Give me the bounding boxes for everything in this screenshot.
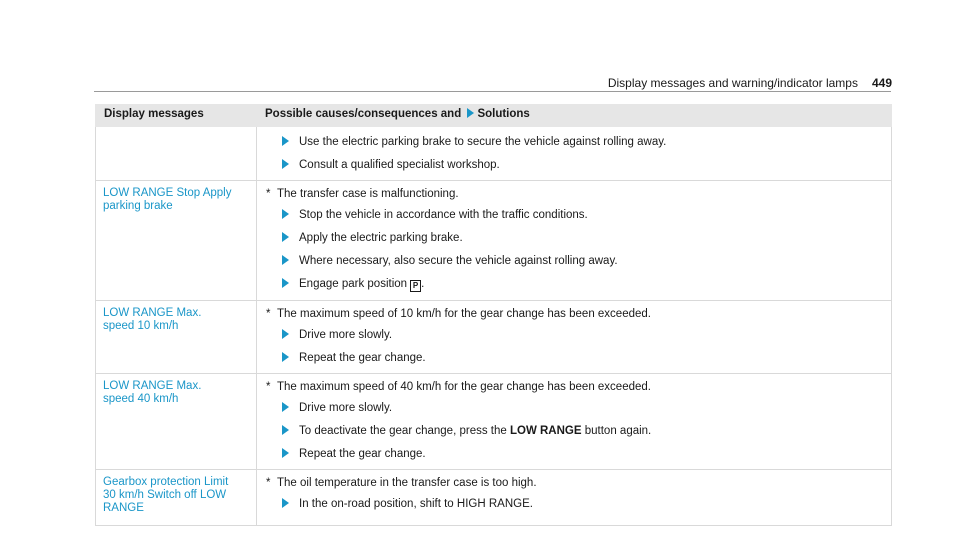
list-item [264,159,884,172]
col-header-solutions-text: Solutions [477,108,530,120]
page-number: 449 [871,76,892,90]
arrow-right-icon [467,108,474,118]
cause-marker: * [266,188,271,200]
table-row [96,374,892,470]
arrow-right-icon [282,448,289,458]
step-text: Stop the vehicle in accordance with the traffic conditions. [299,209,588,221]
cause-item [264,188,884,201]
step-text: Consult a qualified specialist workshop. [299,159,500,171]
message-cell: LOW RANGE Max. speed 40 km/h [96,374,257,470]
message-cell: LOW RANGE Stop Apply parking brake [96,181,257,301]
cause-text: The transfer case is malfunctioning. [277,188,459,200]
step-text: Repeat the gear change. [299,448,426,460]
list-item [264,329,884,342]
list-item [264,209,884,222]
header-divider [94,91,891,92]
park-position-icon: P [410,280,421,292]
solution-cell [257,374,892,470]
col-header-display-messages: Display messages [96,105,257,127]
col-header-causes-solutions [257,105,892,127]
arrow-right-icon [282,209,289,219]
solution-cell [257,181,892,301]
display-messages-table [95,104,892,526]
list-item [264,402,884,415]
step-text: Repeat the gear change. [299,352,426,364]
cause-item [264,308,884,321]
list-item [264,425,884,438]
arrow-right-icon [282,329,289,339]
col-header-causes-text: Possible causes/consequences and [265,108,462,120]
list-item: Engage park position P . [264,278,884,292]
step-text: Drive more slowly. [299,402,393,414]
cause-text: The oil temperature in the transfer case is too high. [277,477,537,489]
cause-item [264,381,884,394]
arrow-right-icon [282,498,289,508]
list-item [264,498,884,511]
table-row [96,470,892,526]
step-text: Engage park position [299,278,408,290]
arrow-right-icon [282,352,289,362]
page-header-title: Display messages and warning/indicator lamps [607,76,858,90]
step-text-suffix: button again. [584,425,652,437]
cause-marker: * [266,308,271,320]
solution-cell [257,301,892,374]
message-cell [96,127,257,181]
page-header [608,76,892,90]
step-text: To deactivate the gear change, press the [299,425,507,437]
cause-text: The maximum speed of 40 km/h for the gear change has been exceeded. [277,381,651,393]
list-item [264,232,884,245]
arrow-right-icon [282,136,289,146]
table-header-row [96,105,892,127]
arrow-right-icon [282,255,289,265]
solution-cell [257,127,892,181]
message-cell: LOW RANGE Max. speed 10 km/h [96,301,257,374]
low-range-button-name: LOW RANGE [509,425,582,437]
cause-marker: * [266,381,271,393]
table-row [96,181,892,301]
arrow-right-icon [282,159,289,169]
cause-item [264,477,884,490]
list-item [264,136,884,149]
solution-cell [257,470,892,526]
list-item [264,352,884,365]
arrow-right-icon [282,278,289,288]
cause-text: The maximum speed of 10 km/h for the gear change has been exceeded. [277,308,651,320]
step-text: Where necessary, also secure the vehicle against rolling away. [299,255,618,267]
table-row [96,301,892,374]
step-text: Drive more slowly. [299,329,393,341]
list-item [264,255,884,268]
step-text: Use the electric parking brake to secure the vehicle against rolling away. [299,136,667,148]
arrow-right-icon [282,402,289,412]
message-cell: Gearbox protection Limit 30 km/h Switch off LOW RANGE [96,470,257,526]
arrow-right-icon [282,232,289,242]
step-text: Apply the electric parking brake. [299,232,463,244]
cause-marker: * [266,477,271,489]
table-row [96,127,892,181]
step-text: In the on-road position, shift to HIGH RANGE. [299,498,533,510]
list-item [264,448,884,461]
arrow-right-icon [282,425,289,435]
